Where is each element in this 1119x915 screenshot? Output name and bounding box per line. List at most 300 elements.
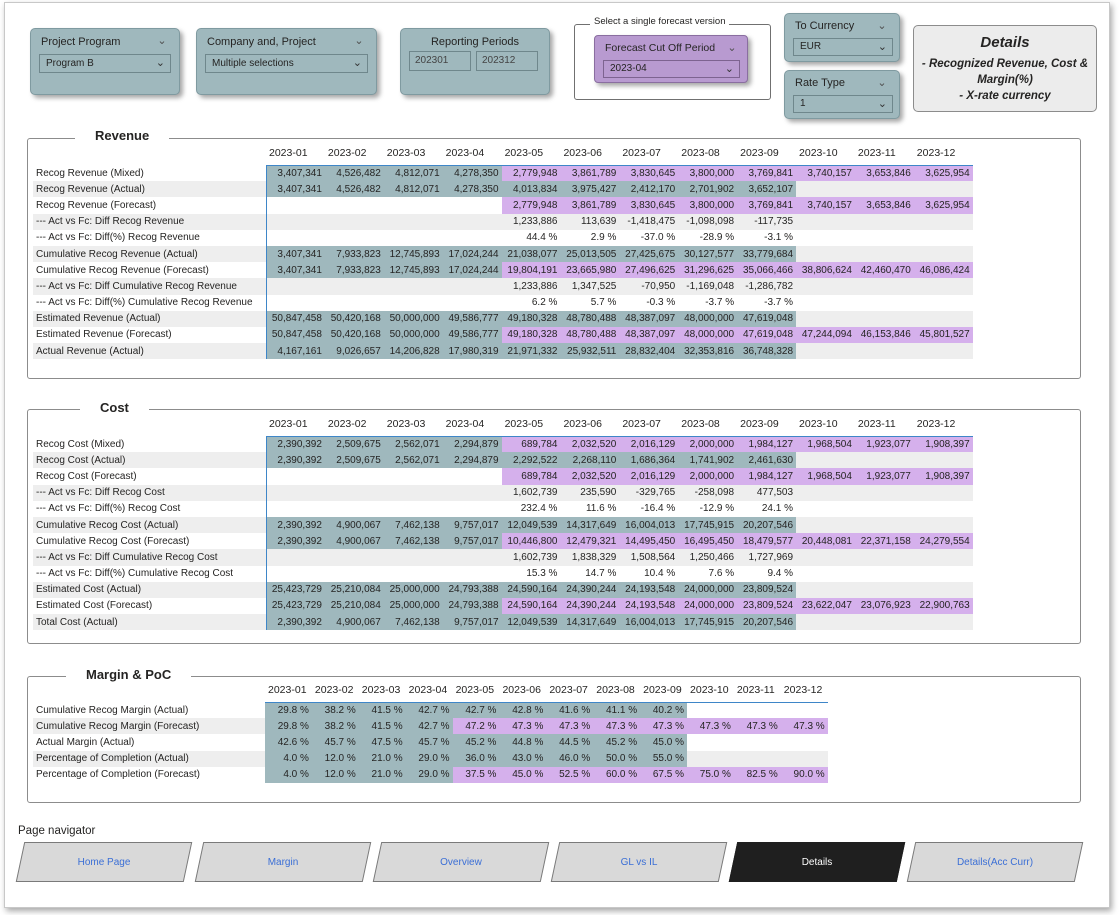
table-cell: 50,420,168 bbox=[325, 327, 384, 343]
row-label: Estimated Cost (Actual) bbox=[33, 582, 266, 598]
table-cell bbox=[855, 214, 914, 230]
nav-button-home-page[interactable] bbox=[20, 842, 188, 882]
rate-type-slicer[interactable] bbox=[784, 70, 900, 119]
table-cell: 28,832,404 bbox=[619, 343, 678, 359]
forecast-version-hint: Select a single forecast version bbox=[590, 16, 729, 27]
table-cell: 82.5 % bbox=[734, 767, 781, 783]
table-cell: 45.0 % bbox=[499, 767, 546, 783]
rate-type-dropdown[interactable] bbox=[793, 95, 893, 113]
row-label: --- Act vs Fc: Diff(%) Cumulative Recog Cost bbox=[33, 566, 266, 582]
table-cell bbox=[796, 485, 855, 501]
row-label: Recog Revenue (Forecast) bbox=[33, 197, 266, 213]
table-cell bbox=[325, 214, 384, 230]
table-cell: 31,296,625 bbox=[678, 262, 737, 278]
column-header: 2023-07 bbox=[619, 416, 678, 436]
table-cell: 1,250,466 bbox=[678, 549, 737, 565]
column-header: 2023-05 bbox=[502, 145, 561, 165]
table-cell bbox=[325, 566, 384, 582]
table-cell bbox=[796, 549, 855, 565]
table-row bbox=[33, 246, 973, 262]
table-cell bbox=[443, 278, 502, 294]
table-cell bbox=[796, 181, 855, 197]
table-cell: 4,013,834 bbox=[502, 181, 561, 197]
nav-button-label: Home Page bbox=[77, 856, 131, 868]
column-header: 2023-02 bbox=[325, 416, 384, 436]
table-row bbox=[33, 501, 973, 517]
table-cell: -3.1 % bbox=[737, 230, 796, 246]
table-cell bbox=[796, 311, 855, 327]
column-header: 2023-01 bbox=[266, 145, 325, 165]
table-cell: 43.0 % bbox=[499, 751, 546, 767]
forecast-cutoff-title: Forecast Cut Off Period bbox=[605, 42, 716, 54]
table-cell: 3,769,841 bbox=[737, 165, 796, 181]
table-cell: 48,780,488 bbox=[560, 327, 619, 343]
table-cell bbox=[325, 468, 384, 484]
table-row bbox=[33, 230, 973, 246]
table-cell: 2,000,000 bbox=[678, 468, 737, 484]
project-program-slicer[interactable] bbox=[30, 28, 180, 95]
table-cell bbox=[384, 549, 443, 565]
table-cell: 2,701,902 bbox=[678, 181, 737, 197]
table-cell: 47.3 % bbox=[687, 718, 734, 734]
table-cell: 33,779,684 bbox=[737, 246, 796, 262]
table-cell bbox=[266, 501, 325, 517]
table-cell bbox=[855, 343, 914, 359]
table-cell: 2,032,520 bbox=[560, 468, 619, 484]
row-label: --- Act vs Fc: Diff Recog Cost bbox=[33, 485, 266, 501]
company-project-dropdown[interactable] bbox=[205, 54, 368, 73]
table-cell bbox=[734, 702, 781, 718]
table-row bbox=[33, 262, 973, 278]
table-cell: 24.1 % bbox=[737, 501, 796, 517]
forecast-cutoff-dropdown[interactable] bbox=[603, 60, 740, 78]
table-cell: -12.9 % bbox=[678, 501, 737, 517]
margin-section-title: Margin & PoC bbox=[66, 667, 191, 682]
table-cell: 1,923,077 bbox=[855, 468, 914, 484]
table-cell: 3,407,341 bbox=[266, 181, 325, 197]
table-cell: 49,180,328 bbox=[502, 311, 561, 327]
table-cell: 47.2 % bbox=[453, 718, 500, 734]
table-cell: 42.7 % bbox=[406, 702, 453, 718]
table-cell: 45.7 % bbox=[312, 734, 359, 750]
table-cell: 24,390,244 bbox=[560, 598, 619, 614]
table-cell: 10.4 % bbox=[619, 566, 678, 582]
table-cell: 60.0 % bbox=[593, 767, 640, 783]
table-cell bbox=[796, 566, 855, 582]
table-cell: 3,653,846 bbox=[855, 165, 914, 181]
table-cell: 9,757,017 bbox=[443, 533, 502, 549]
table-cell bbox=[796, 582, 855, 598]
table-cell bbox=[734, 734, 781, 750]
table-cell: 1,838,329 bbox=[560, 549, 619, 565]
table-cell: 24,793,388 bbox=[443, 582, 502, 598]
forecast-cutoff-slicer[interactable] bbox=[594, 35, 748, 83]
table-cell: 3,769,841 bbox=[737, 197, 796, 213]
table-cell: 21,971,332 bbox=[502, 343, 561, 359]
table-cell: 12,049,539 bbox=[502, 614, 561, 630]
column-header: 2023-11 bbox=[734, 682, 781, 702]
table-cell: 67.5 % bbox=[640, 767, 687, 783]
table-cell: 3,740,157 bbox=[796, 165, 855, 181]
table-row bbox=[33, 327, 973, 343]
table-cell bbox=[384, 230, 443, 246]
row-label: Cumulative Recog Margin (Actual) bbox=[36, 704, 189, 716]
table-cell: 50,420,168 bbox=[325, 311, 384, 327]
chevron-down-icon[interactable]: ⌄ bbox=[877, 77, 887, 89]
table-cell: 44.5 % bbox=[546, 734, 593, 750]
table-cell bbox=[855, 230, 914, 246]
period-from-input[interactable]: 202301 bbox=[409, 51, 471, 71]
table-cell: 37.5 % bbox=[453, 767, 500, 783]
table-cell: 7,933,823 bbox=[325, 246, 384, 262]
column-header: 2023-06 bbox=[560, 145, 619, 165]
table-cell bbox=[266, 230, 325, 246]
table-cell: 21.0 % bbox=[359, 767, 406, 783]
table-cell: 23,076,923 bbox=[855, 598, 914, 614]
table-cell bbox=[687, 702, 734, 718]
column-header: 2023-08 bbox=[593, 682, 640, 702]
period-to-input[interactable]: 202312 bbox=[476, 51, 538, 71]
table-cell: 1,602,739 bbox=[502, 485, 561, 501]
column-header: 2023-12 bbox=[781, 682, 828, 702]
nav-button-overview[interactable] bbox=[377, 842, 545, 882]
table-cell: 19,804,191 bbox=[502, 262, 561, 278]
column-header: 2023-12 bbox=[914, 145, 973, 165]
table-cell: -37.0 % bbox=[619, 230, 678, 246]
table-cell: 2,294,879 bbox=[443, 436, 502, 452]
column-header: 2023-09 bbox=[640, 682, 687, 702]
column-header: 2023-02 bbox=[312, 682, 359, 702]
company-project-value: Multiple selections bbox=[212, 58, 294, 69]
table-cell: 1,233,886 bbox=[502, 278, 561, 294]
revenue-table bbox=[33, 145, 973, 359]
table-cell bbox=[325, 501, 384, 517]
table-cell bbox=[266, 214, 325, 230]
project-program-title: Project Program bbox=[41, 36, 121, 48]
table-cell: 4,812,071 bbox=[384, 181, 443, 197]
table-cell: 1,984,127 bbox=[737, 436, 796, 452]
table-cell bbox=[914, 278, 973, 294]
table-cell: 75.0 % bbox=[687, 767, 734, 783]
table-cell: 4.0 % bbox=[265, 751, 312, 767]
table-cell: 6.2 % bbox=[502, 295, 561, 311]
table-cell bbox=[384, 566, 443, 582]
row-label: Recog Cost (Forecast) bbox=[33, 468, 266, 484]
row-label: Cumulative Recog Cost (Forecast) bbox=[33, 533, 266, 549]
table-cell: 44.8 % bbox=[499, 734, 546, 750]
table-cell: 44.4 % bbox=[502, 230, 561, 246]
table-cell: 49,180,328 bbox=[502, 327, 561, 343]
table-cell bbox=[266, 566, 325, 582]
table-cell: 9,026,657 bbox=[325, 343, 384, 359]
row-label: Percentage of Completion (Actual) bbox=[33, 751, 265, 767]
table-cell: 1,508,564 bbox=[619, 549, 678, 565]
table-cell: 14,495,450 bbox=[619, 533, 678, 549]
column-header: 2023-07 bbox=[546, 682, 593, 702]
row-header-blank bbox=[33, 416, 266, 436]
table-cell bbox=[796, 230, 855, 246]
table-cell: 3,407,341 bbox=[266, 246, 325, 262]
table-row bbox=[33, 702, 828, 718]
project-program-dropdown[interactable] bbox=[39, 54, 171, 73]
table-cell: 4,526,482 bbox=[325, 181, 384, 197]
column-header: 2023-04 bbox=[443, 145, 502, 165]
table-cell: 24,590,164 bbox=[502, 582, 561, 598]
table-cell: 36.0 % bbox=[453, 751, 500, 767]
table-cell bbox=[796, 614, 855, 630]
table-cell: -117,735 bbox=[737, 214, 796, 230]
table-row bbox=[33, 436, 973, 452]
row-label: --- Act vs Fc: Diff Cumulative Recog Revenue bbox=[33, 278, 266, 294]
table-cell: 47.5 % bbox=[359, 734, 406, 750]
table-cell: 46,086,424 bbox=[914, 262, 973, 278]
table-cell bbox=[855, 614, 914, 630]
nav-button-gl-vs-il[interactable] bbox=[555, 842, 723, 882]
table-cell: 2,779,948 bbox=[502, 197, 561, 213]
table-cell: 47.3 % bbox=[593, 718, 640, 734]
table-cell: 4,278,350 bbox=[443, 165, 502, 181]
table-cell: 1,968,504 bbox=[796, 436, 855, 452]
table-cell: 50,847,458 bbox=[266, 327, 325, 343]
table-cell bbox=[325, 230, 384, 246]
chevron-down-icon: ⌄ bbox=[155, 57, 165, 69]
nav-button-label: Margin bbox=[267, 856, 299, 868]
column-header: 2023-12 bbox=[914, 416, 973, 436]
row-header-blank bbox=[33, 145, 266, 165]
table-cell bbox=[781, 702, 828, 718]
table-row bbox=[33, 452, 973, 468]
table-cell: 42.7 % bbox=[406, 718, 453, 734]
table-cell: 1,727,969 bbox=[737, 549, 796, 565]
company-project-slicer[interactable] bbox=[196, 28, 377, 95]
table-cell: 3,800,000 bbox=[678, 197, 737, 213]
table-cell: 113,639 bbox=[560, 214, 619, 230]
table-cell bbox=[855, 485, 914, 501]
table-cell bbox=[914, 517, 973, 533]
row-label: --- Act vs Fc: Diff Recog Revenue bbox=[33, 214, 266, 230]
table-cell: 1,602,739 bbox=[502, 549, 561, 565]
project-program-value: Program B bbox=[46, 58, 94, 69]
table-cell: 21.0 % bbox=[359, 751, 406, 767]
table-cell bbox=[266, 485, 325, 501]
table-cell bbox=[796, 214, 855, 230]
table-cell: 45.0 % bbox=[640, 734, 687, 750]
table-cell: 35,066,466 bbox=[737, 262, 796, 278]
table-cell: 23,622,047 bbox=[796, 598, 855, 614]
table-cell: 22,371,158 bbox=[855, 533, 914, 549]
table-cell: 47.3 % bbox=[546, 718, 593, 734]
table-cell: 24,193,548 bbox=[619, 598, 678, 614]
table-cell bbox=[443, 566, 502, 582]
table-cell: 9,757,017 bbox=[443, 614, 502, 630]
table-cell: 15.3 % bbox=[502, 566, 561, 582]
table-cell: 2,509,675 bbox=[325, 452, 384, 468]
table-cell: 24,793,388 bbox=[443, 598, 502, 614]
column-header: 2023-08 bbox=[678, 416, 737, 436]
nav-button-details-acc-curr[interactable] bbox=[911, 842, 1079, 882]
table-cell: 20,448,081 bbox=[796, 533, 855, 549]
table-cell bbox=[443, 468, 502, 484]
table-cell bbox=[325, 549, 384, 565]
table-cell: -1,418,475 bbox=[619, 214, 678, 230]
column-header: 2023-01 bbox=[266, 416, 325, 436]
nav-button-details[interactable] bbox=[733, 842, 901, 882]
table-cell: 46.0 % bbox=[546, 751, 593, 767]
cost-table bbox=[33, 416, 973, 630]
chevron-down-icon[interactable]: ⌄ bbox=[877, 20, 887, 32]
table-cell: 16,004,013 bbox=[619, 517, 678, 533]
details-card bbox=[913, 25, 1097, 112]
table-cell: 17,745,915 bbox=[678, 614, 737, 630]
table-cell bbox=[687, 751, 734, 767]
column-header: 2023-02 bbox=[325, 145, 384, 165]
to-currency-title: To Currency bbox=[795, 20, 855, 32]
chevron-down-icon[interactable]: ⌄ bbox=[354, 35, 364, 47]
row-label: Percentage of Completion (Forecast) bbox=[36, 769, 200, 781]
table-cell: 12,745,893 bbox=[384, 246, 443, 262]
column-header: 2023-11 bbox=[855, 145, 914, 165]
table-cell: 24,000,000 bbox=[678, 598, 737, 614]
table-cell: 4,812,071 bbox=[384, 165, 443, 181]
table-cell: 2,390,392 bbox=[266, 614, 325, 630]
table-cell: 4.0 % bbox=[265, 767, 312, 783]
table-cell: 17,024,244 bbox=[443, 262, 502, 278]
table-cell: 23,809,524 bbox=[737, 598, 796, 614]
table-row bbox=[33, 751, 828, 767]
table-cell: 2,268,110 bbox=[560, 452, 619, 468]
table-cell bbox=[855, 452, 914, 468]
to-currency-dropdown[interactable] bbox=[793, 38, 893, 56]
column-header: 2023-09 bbox=[737, 145, 796, 165]
table-cell: 2,562,071 bbox=[384, 436, 443, 452]
row-label: --- Act vs Fc: Diff(%) Cumulative Recog Revenue bbox=[33, 295, 266, 311]
table-cell: 2,032,520 bbox=[560, 436, 619, 452]
table-cell: 23,809,524 bbox=[737, 582, 796, 598]
details-card-line1: - Recognized Revenue, Cost & bbox=[921, 58, 1089, 70]
column-header: 2023-06 bbox=[560, 416, 619, 436]
table-cell bbox=[443, 230, 502, 246]
table-cell: 3,800,000 bbox=[678, 165, 737, 181]
table-cell bbox=[266, 278, 325, 294]
table-cell: 1,908,397 bbox=[914, 436, 973, 452]
table-row bbox=[33, 767, 828, 783]
nav-button-label: Details(Acc Curr) bbox=[956, 856, 1034, 868]
table-cell: 21,038,077 bbox=[502, 246, 561, 262]
table-cell: 7,462,138 bbox=[384, 614, 443, 630]
details-card-title: Details bbox=[980, 34, 1030, 51]
table-cell bbox=[796, 278, 855, 294]
table-cell bbox=[914, 246, 973, 262]
table-cell: -1,098,098 bbox=[678, 214, 737, 230]
table-cell bbox=[443, 214, 502, 230]
table-cell: 16,495,450 bbox=[678, 533, 737, 549]
table-cell: 41.1 % bbox=[593, 702, 640, 718]
table-cell bbox=[781, 751, 828, 767]
row-label: Estimated Revenue (Forecast) bbox=[33, 327, 266, 343]
table-cell: 17,980,319 bbox=[443, 343, 502, 359]
table-cell: 14,206,828 bbox=[384, 343, 443, 359]
table-cell: 1,347,525 bbox=[560, 278, 619, 294]
column-header: 2023-10 bbox=[796, 416, 855, 436]
table-row bbox=[33, 278, 973, 294]
table-row bbox=[33, 295, 973, 311]
table-cell bbox=[855, 582, 914, 598]
reporting-periods-slicer[interactable] bbox=[400, 28, 550, 95]
table-cell bbox=[796, 452, 855, 468]
table-cell bbox=[796, 501, 855, 517]
table-cell: 25,000,000 bbox=[384, 582, 443, 598]
table-cell: 42,460,470 bbox=[855, 262, 914, 278]
chevron-down-icon[interactable]: ⌄ bbox=[727, 42, 737, 54]
table-cell bbox=[914, 311, 973, 327]
table-cell: 689,784 bbox=[502, 436, 561, 452]
table-cell: 20,207,546 bbox=[737, 614, 796, 630]
table-cell bbox=[781, 734, 828, 750]
table-cell: 7.6 % bbox=[678, 566, 737, 582]
table-cell: 48,000,000 bbox=[678, 311, 737, 327]
table-cell: -1,169,048 bbox=[678, 278, 737, 294]
rate-type-value: 1 bbox=[800, 98, 806, 109]
table-cell: 32,353,816 bbox=[678, 343, 737, 359]
table-cell bbox=[384, 295, 443, 311]
row-label: --- Act vs Fc: Diff(%) Recog Revenue bbox=[33, 230, 266, 246]
table-cell: 2,562,071 bbox=[384, 452, 443, 468]
table-cell bbox=[796, 295, 855, 311]
table-cell: 24,193,548 bbox=[619, 582, 678, 598]
details-card-line3: - X-rate currency bbox=[959, 90, 1051, 102]
table-cell: 1,741,902 bbox=[678, 452, 737, 468]
rate-type-title: Rate Type bbox=[795, 77, 845, 89]
table-row bbox=[33, 582, 973, 598]
table-row bbox=[33, 549, 973, 565]
table-cell bbox=[914, 343, 973, 359]
to-currency-slicer[interactable] bbox=[784, 13, 900, 62]
column-header: 2023-08 bbox=[678, 145, 737, 165]
table-row bbox=[33, 614, 973, 630]
table-cell: 24,000,000 bbox=[678, 582, 737, 598]
table-row bbox=[33, 517, 973, 533]
column-header: 2023-03 bbox=[384, 145, 443, 165]
table-cell bbox=[914, 566, 973, 582]
column-header: 2023-10 bbox=[796, 145, 855, 165]
chevron-down-icon[interactable]: ⌄ bbox=[157, 35, 167, 47]
table-cell: 38,806,624 bbox=[796, 262, 855, 278]
table-cell: 48,387,097 bbox=[619, 311, 678, 327]
table-cell: 23,665,980 bbox=[560, 262, 619, 278]
nav-button-margin[interactable] bbox=[199, 842, 367, 882]
table-cell: 25,013,505 bbox=[560, 246, 619, 262]
table-cell: 477,503 bbox=[737, 485, 796, 501]
row-label: Estimated Revenue (Actual) bbox=[33, 311, 266, 327]
table-cell: 7,933,823 bbox=[325, 262, 384, 278]
table-cell: 12,745,893 bbox=[384, 262, 443, 278]
table-cell: 42.7 % bbox=[453, 702, 500, 718]
table-cell bbox=[855, 549, 914, 565]
page-navigator-title: Page navigator bbox=[18, 825, 96, 837]
table-cell bbox=[443, 485, 502, 501]
table-cell: 235,590 bbox=[560, 485, 619, 501]
table-cell: 29.8 % bbox=[265, 702, 312, 718]
table-cell bbox=[914, 582, 973, 598]
table-cell: 2,000,000 bbox=[678, 436, 737, 452]
table-cell: 24,590,164 bbox=[502, 598, 561, 614]
table-cell: 50,000,000 bbox=[384, 311, 443, 327]
table-cell bbox=[914, 614, 973, 630]
table-cell: 1,984,127 bbox=[737, 468, 796, 484]
table-cell: 3,740,157 bbox=[796, 197, 855, 213]
margin-table bbox=[33, 682, 828, 783]
table-row bbox=[33, 485, 973, 501]
